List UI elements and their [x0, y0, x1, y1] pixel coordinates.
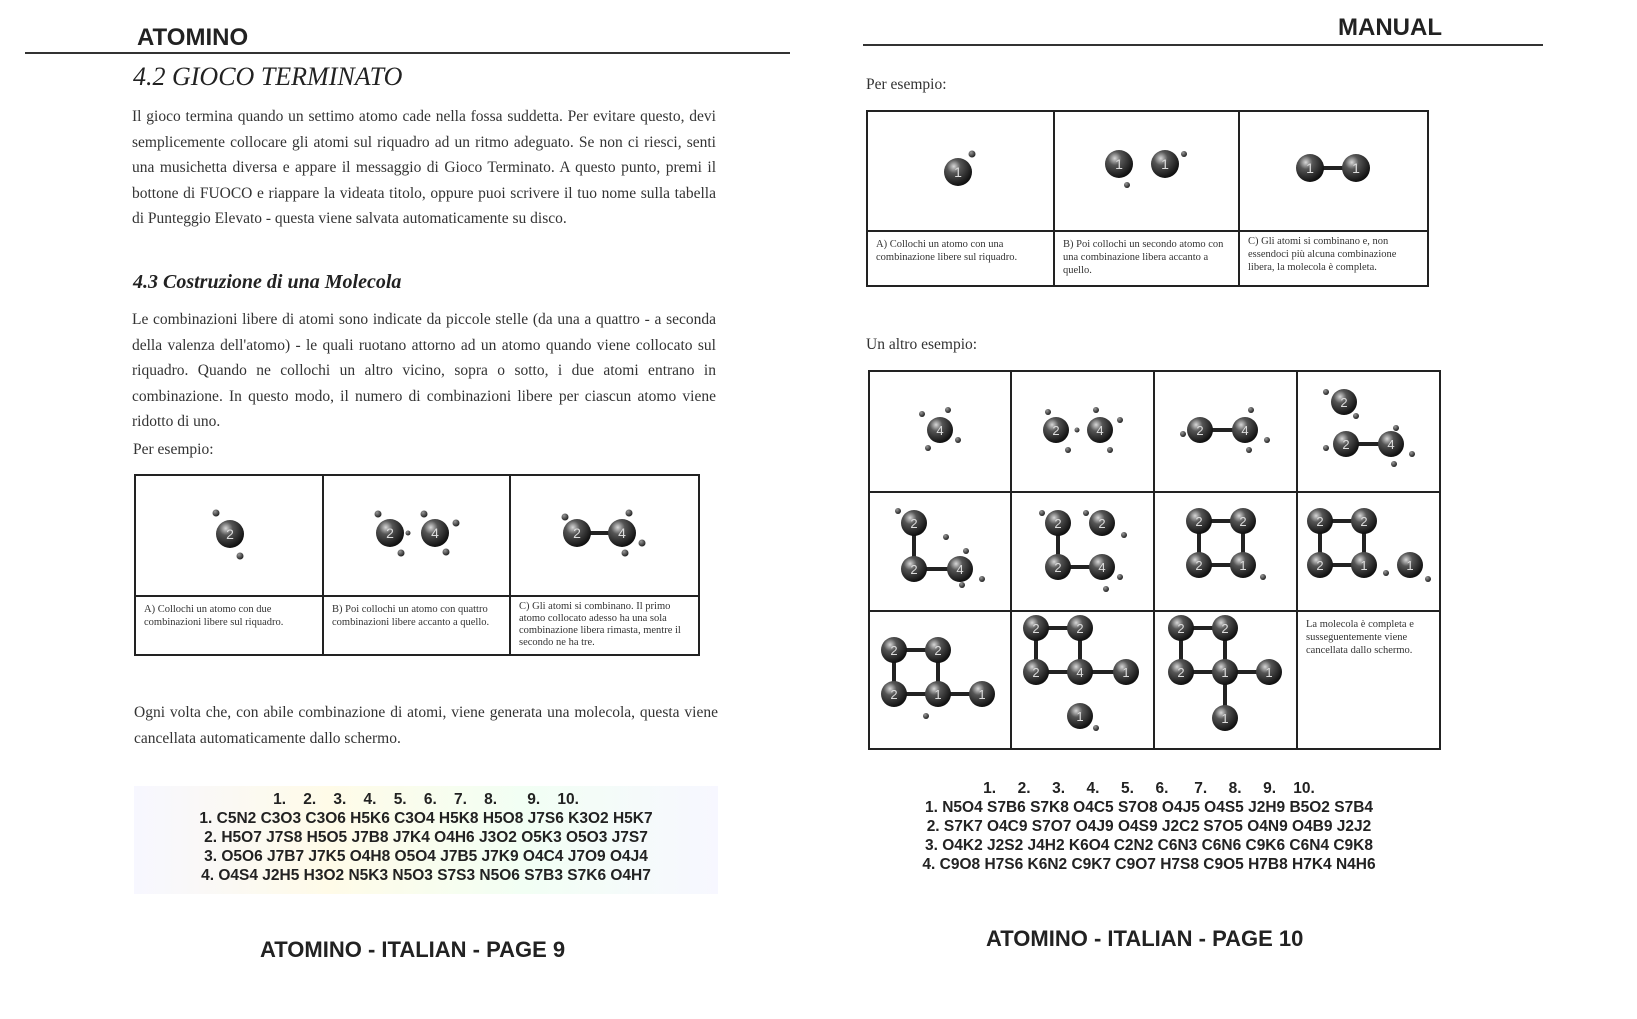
- right-code-row: 3. O4K2 J2S2 J4H2 K6O4 C2N2 C6N3 C6N6 C9K6 C6N4 C9K8: [925, 837, 1373, 854]
- grid-cell: [869, 492, 1011, 611]
- molecule-diagram: [511, 476, 698, 590]
- svg-text:2: 2: [1360, 514, 1368, 529]
- grid-cell: [869, 611, 1011, 749]
- svg-text:1: 1: [1306, 160, 1314, 176]
- subsection-text-molecule: Le combinazioni libere di atomi sono indicate da piccole stelle (da una a quattro - a seconda della valenza dell'atomo) - le quali ruotano attorno ad un atomo quando viene collocato sul riquadro. Quando ne collochi un altro vicino, sopra o sotto, i due atomi entrano in combinazione. In questo modo, il numero di combinazioni libere per ciascun atomo viene ridotto di uno.: [132, 311, 716, 430]
- svg-text:2: 2: [1340, 395, 1348, 410]
- left-example-image-a: [135, 475, 323, 596]
- molecule-diagram: [324, 476, 509, 590]
- molecule-diagram: [1055, 112, 1238, 225]
- left-header-rule: [25, 52, 790, 54]
- svg-text:1: 1: [978, 687, 986, 702]
- atom-label: 2: [226, 526, 234, 542]
- right-molecule-grid: [868, 370, 1441, 750]
- left-code-row: 4. O4S4 J2H5 H3O2 N5K3 N5O3 S7S3 N5O6 S7B3 S7K6 O4H7: [201, 867, 651, 884]
- left-example-image-b: [323, 475, 510, 596]
- svg-text:2: 2: [1316, 558, 1324, 573]
- left-example-caption-c: C) Gli atomi si combinano. Il primo atomo collocato adesso ha una sola combinazione libera rimasta, mentre il secondo ne ha tre.: [510, 596, 699, 655]
- svg-text:2: 2: [934, 643, 942, 658]
- left-page-header: ATOMINO: [137, 24, 249, 51]
- left-example-label: Per esempio:: [133, 441, 214, 458]
- svg-text:1: 1: [1076, 709, 1084, 724]
- molecule-diagram: [1155, 612, 1296, 743]
- svg-text:2: 2: [910, 562, 918, 577]
- subsection-title-molecule: 4.3 Costruzione di una Molecola: [133, 271, 402, 293]
- right-example-table: [866, 110, 1429, 287]
- free-bond-dot: [237, 553, 244, 560]
- molecule-complete-caption: La molecola è completa e susseguentemente viene cancellata dallo schermo.: [1297, 611, 1440, 749]
- svg-text:4: 4: [431, 525, 439, 541]
- svg-text:4: 4: [1241, 423, 1249, 438]
- svg-text:2: 2: [1052, 423, 1060, 438]
- right-code-row: 1. N5O4 S7B6 S7K8 O4C5 S7O8 O4J5 O4S5 J2H9 B5O2 S7B4: [924, 799, 1374, 816]
- right-another-example-label: Un altro esempio:: [866, 336, 978, 353]
- free-bond-dot: [213, 510, 220, 517]
- svg-text:2: 2: [890, 687, 898, 702]
- left-code-row: 3. O5O6 J7B7 J7K5 O4H8 O5O4 J7B5 J7K9 O4C4 J7O9 O4J4: [204, 848, 648, 865]
- svg-text:1: 1: [1221, 665, 1229, 680]
- svg-text:2: 2: [1054, 516, 1062, 531]
- grid-cell: [1011, 492, 1154, 611]
- molecule-diagram: [1012, 612, 1153, 743]
- right-header-rule: [863, 44, 1543, 46]
- molecule-diagram: [870, 493, 1010, 605]
- molecule-diagram: [870, 372, 1010, 486]
- svg-text:2: 2: [1177, 621, 1185, 636]
- svg-text:4: 4: [618, 525, 626, 541]
- left-example-image-c: [510, 475, 699, 596]
- svg-text:2: 2: [1054, 560, 1062, 575]
- svg-text:2: 2: [573, 525, 581, 541]
- right-example-label: Per esempio:: [866, 76, 947, 93]
- right-example-caption-c: C) Gli atomi si combinano e, non essendoci più alcuna combinazione libera, la molecola è completa.: [1239, 231, 1428, 286]
- svg-text:1: 1: [934, 687, 942, 702]
- svg-text:2: 2: [1032, 665, 1040, 680]
- left-codes-header: 1. 2. 3. 4. 5. 6. 7. 8. 9. 10.: [273, 791, 579, 808]
- section-text-game-over: Il gioco termina quando un settimo atomo cade nella fossa suddetta. Per evitare questo, devi semplicemente collocare gli atomi sul riquadro ad un ritmo adeguato. Se non ci riesci, senti una musichetta diversa e appare il messaggio di Gioco Terminato. A questo punto, premi il bottone di FUOCO e riappare la videata titolo, oppure puoi scrivere il tuo nome sulla tabella di Punteggio Elevato - questa viene salvata automaticamente su disco.: [132, 108, 716, 227]
- svg-text:2: 2: [1196, 423, 1204, 438]
- right-example-image-b: [1054, 111, 1239, 231]
- right-page-header: MANUAL: [1338, 14, 1442, 41]
- right-example-caption-b: B) Poi collochi un secondo atomo con una combinazione libera accanto a quello.: [1054, 231, 1239, 286]
- svg-text:2: 2: [1177, 665, 1185, 680]
- svg-text:1: 1: [1161, 156, 1169, 172]
- svg-text:2: 2: [910, 516, 918, 531]
- grid-cell: [1154, 371, 1297, 492]
- svg-text:1: 1: [1360, 558, 1368, 573]
- left-example-caption-b: B) Poi collochi un atomo con quattro combinazioni libere accanto a quello.: [323, 596, 510, 655]
- svg-text:4: 4: [1076, 665, 1084, 680]
- left-code-row: 2. H5O7 J7S8 H5O5 J7B8 J7K4 O4H6 J3O2 O5K3 O5O3 J7S7: [204, 829, 648, 846]
- svg-text:2: 2: [1316, 514, 1324, 529]
- grid-cell: [1297, 371, 1440, 492]
- svg-text:1: 1: [1406, 558, 1414, 573]
- svg-text:2: 2: [1032, 621, 1040, 636]
- molecule-diagram: [1155, 493, 1296, 605]
- svg-text:2: 2: [890, 643, 898, 658]
- right-example-image-c: [1239, 111, 1428, 231]
- grid-cell: [869, 371, 1011, 492]
- svg-text:1: 1: [1115, 156, 1123, 172]
- svg-text:4: 4: [1387, 437, 1395, 452]
- molecule-diagram: [1298, 372, 1439, 486]
- molecule-diagram: [136, 476, 322, 590]
- left-code-row: 1. C5N2 C3O3 C3O6 H5K6 C3O4 H5K8 H5O8 J7S6 K3O2 H5K7: [199, 810, 653, 827]
- molecule-diagram: [1240, 112, 1427, 225]
- molecule-diagram: [1155, 372, 1296, 486]
- right-example-image-a: [867, 111, 1054, 231]
- svg-text:1: 1: [1122, 665, 1130, 680]
- svg-text:2: 2: [1195, 558, 1203, 573]
- grid-cell: [1011, 371, 1154, 492]
- svg-text:1: 1: [1265, 665, 1273, 680]
- molecule-diagram: [868, 112, 1053, 225]
- svg-text:2: 2: [1221, 621, 1229, 636]
- svg-text:1: 1: [1239, 558, 1247, 573]
- svg-text:4: 4: [956, 562, 964, 577]
- svg-text:2: 2: [1239, 514, 1247, 529]
- left-example-caption-a: A) Collochi un atomo con due combinazioni libere sul riquadro.: [135, 596, 323, 655]
- grid-cell: [1154, 492, 1297, 611]
- left-example-table: [134, 474, 700, 656]
- molecule-diagram: [1298, 493, 1439, 605]
- grid-cell: [1011, 611, 1154, 749]
- right-page-footer: ATOMINO - ITALIAN - PAGE 10: [986, 926, 1304, 951]
- left-page-footer: ATOMINO - ITALIAN - PAGE 9: [260, 937, 566, 962]
- grid-cell: [1154, 611, 1297, 749]
- svg-text:1: 1: [1352, 160, 1360, 176]
- left-closing-text: Ogni volta che, con abile combinazione di atomi, viene generata una molecola, questa viene cancellata automaticamente dallo schermo.: [134, 704, 718, 747]
- svg-text:2: 2: [386, 525, 394, 541]
- right-codes-header: 1. 2. 3. 4. 5. 6. 7. 8. 9. 10.: [983, 780, 1315, 797]
- svg-text:4: 4: [1096, 423, 1104, 438]
- right-code-row: 4. C9O8 H7S6 K6N2 C9K7 C9O7 H7S8 C9O5 H7B8 H7K4 N4H6: [922, 856, 1376, 873]
- molecule-diagram: [1012, 493, 1153, 605]
- svg-text:1: 1: [1221, 711, 1229, 726]
- svg-text:2: 2: [1098, 516, 1106, 531]
- svg-text:1: 1: [954, 164, 962, 180]
- svg-text:4: 4: [936, 423, 944, 438]
- svg-text:2: 2: [1195, 514, 1203, 529]
- svg-text:2: 2: [1076, 621, 1084, 636]
- section-title-game-over: 4.2 GIOCO TERMINATO: [133, 62, 403, 91]
- right-code-row: 2. S7K7 O4C9 S7O7 O4J9 O4S9 J2C2 S7O5 O4N9 O4B9 J2J2: [926, 818, 1372, 835]
- svg-text:2: 2: [1342, 437, 1350, 452]
- molecule-diagram: [1012, 372, 1153, 486]
- right-example-caption-a: A) Collochi un atomo con una combinazione libere sul riquadro.: [867, 231, 1054, 286]
- svg-text:4: 4: [1098, 560, 1106, 575]
- grid-cell: [1297, 492, 1440, 611]
- molecule-diagram: [870, 612, 1010, 743]
